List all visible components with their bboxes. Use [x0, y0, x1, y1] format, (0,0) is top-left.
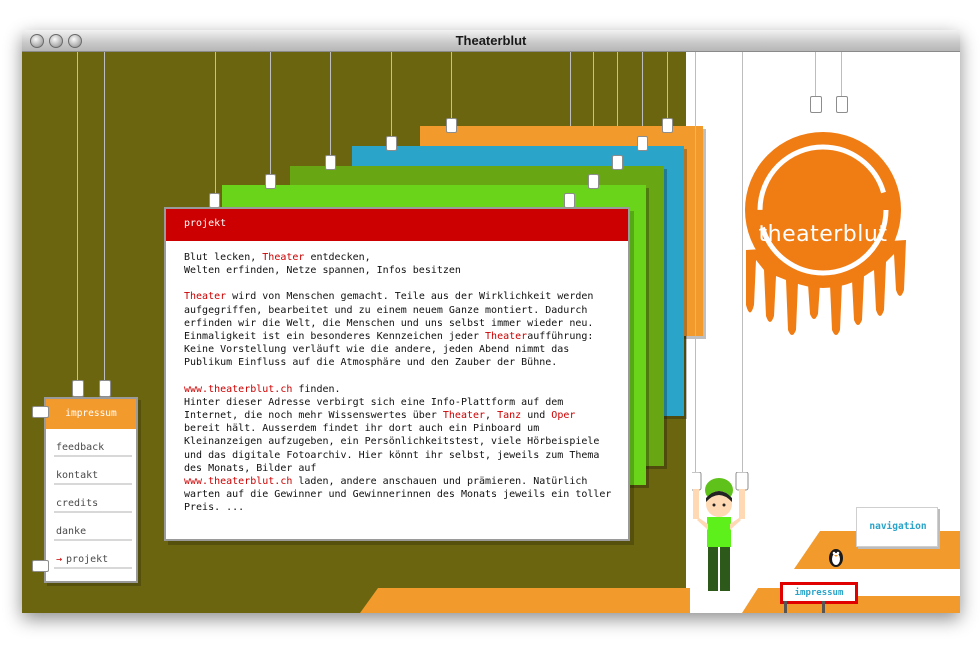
hanging-figure-icon — [692, 472, 752, 613]
card-string — [215, 52, 216, 197]
clip — [265, 174, 276, 189]
highlight-theater: Theater — [184, 291, 227, 303]
navigation-sign-label: navigation — [869, 521, 927, 532]
website-link[interactable]: www.theaterblut.ch — [184, 383, 293, 395]
navigation-sign[interactable] — [856, 507, 938, 547]
nav-string — [104, 52, 105, 384]
clip — [325, 155, 336, 170]
impressum-sign-label: impressum — [794, 588, 844, 598]
window-title: Theaterblut — [455, 33, 527, 48]
highlight-tanz: Tanz — [497, 410, 522, 422]
clip — [386, 136, 397, 151]
card-string — [391, 52, 392, 137]
nav-header-label: impressum — [65, 408, 117, 419]
card-string — [451, 52, 452, 120]
nav-card-header[interactable] — [46, 399, 136, 429]
main-content-card — [164, 207, 630, 541]
intro-text: Welten erfinden, Netze spannen, Infos besitzen — [184, 265, 461, 277]
penguin-icon — [828, 546, 844, 568]
clip — [637, 136, 648, 151]
clip — [836, 96, 848, 113]
floor-platform — [360, 588, 690, 613]
clip — [99, 380, 111, 397]
clip — [32, 560, 49, 572]
highlight-oper: Oper — [551, 410, 576, 422]
nav-item-feedback[interactable]: feedback — [54, 439, 132, 457]
logo-string — [841, 52, 842, 102]
browser-window — [22, 30, 960, 613]
intro-text: Blut lecken, — [184, 252, 263, 263]
paragraph-text: Hinter dieser Adresse verbirgt sich eine Info-Plattform auf dem Internet, die noch mehr Wissenswertes über — [184, 396, 564, 422]
page-content — [22, 52, 960, 613]
website-link[interactable]: www.theaterblut.ch — [184, 476, 293, 488]
card-string — [270, 52, 271, 177]
nav-item-label: projekt — [66, 554, 109, 565]
highlight-theater: Theater — [442, 410, 486, 422]
intro-paragraph — [184, 251, 614, 277]
theater-paragraph — [184, 290, 614, 369]
clip — [810, 96, 822, 113]
nav-item-credits[interactable]: credits — [54, 495, 132, 513]
main-card-title: projekt — [184, 218, 227, 229]
sign-post — [784, 601, 787, 613]
nav-item-danke[interactable]: danke — [54, 523, 132, 541]
clip — [209, 193, 220, 208]
clip — [588, 174, 599, 189]
paragraph-text: und — [521, 410, 552, 422]
paragraph-text: aufführung: Keine Vorstellung verläuft wie die andere, jeden Abend nimmt das Publikum Einfluss auf die Atmosphäre und den Zauber der Bühne. — [184, 331, 594, 369]
highlight-theater: Theater — [485, 331, 528, 343]
website-paragraph — [184, 383, 614, 515]
card-string — [667, 52, 668, 120]
clip — [72, 380, 84, 397]
nav-item-projekt[interactable] — [54, 551, 132, 569]
clip — [612, 155, 623, 170]
clip — [564, 193, 575, 208]
intro-text: entdecken, — [304, 252, 371, 263]
main-card-header — [166, 209, 628, 241]
clip — [446, 118, 457, 133]
card-string — [330, 52, 331, 157]
figure-string — [742, 52, 743, 480]
figure-string — [695, 52, 696, 480]
logo-string — [815, 52, 816, 102]
impressum-sign[interactable] — [780, 582, 858, 604]
paragraph-text: wird von Menschen gemacht. Teile aus der Wirklichkeit werden aufgegriffen, bearbeitet und zu einem neuem Ganze montiert. Dadurch erfinden wir die Welt, die Menschen und uns selbst immer wieder neu. Einmaligkeit ist ein besonderes Kennzeichen jeder — [184, 291, 594, 343]
clip — [32, 406, 49, 418]
paragraph-text: finden. — [292, 383, 341, 395]
highlight-theater: Theater — [262, 252, 305, 263]
logo-text: theaterblut — [758, 222, 888, 247]
main-card-text — [184, 251, 614, 528]
paragraph-text: bereit hält. Ausserdem findet ihr dort auch ein Pinboard um Kleinanzeigen aufzugeben, ein Persönlichkeitstest, viele Hörbeispiele und das digitale Fotoarchiv. Hier könnt ihr selbst, jeweils zum Thema des Monats, Bilder auf — [184, 423, 600, 474]
sign-post — [822, 601, 825, 613]
paragraph-text: , — [485, 410, 498, 422]
title-bar — [22, 30, 960, 52]
card-string — [642, 52, 643, 137]
nav-card — [44, 397, 138, 583]
paragraph-text: laden, andere anschauen und prämieren. Natürlich warten auf die Gewinner und Gewinnerinnen des Monats jeweils ein toller Preis. ... — [184, 476, 612, 514]
arrow-right-icon: → — [56, 554, 63, 565]
nav-item-kontakt[interactable]: kontakt — [54, 467, 132, 485]
nav-string — [77, 52, 78, 384]
clip — [662, 118, 673, 133]
